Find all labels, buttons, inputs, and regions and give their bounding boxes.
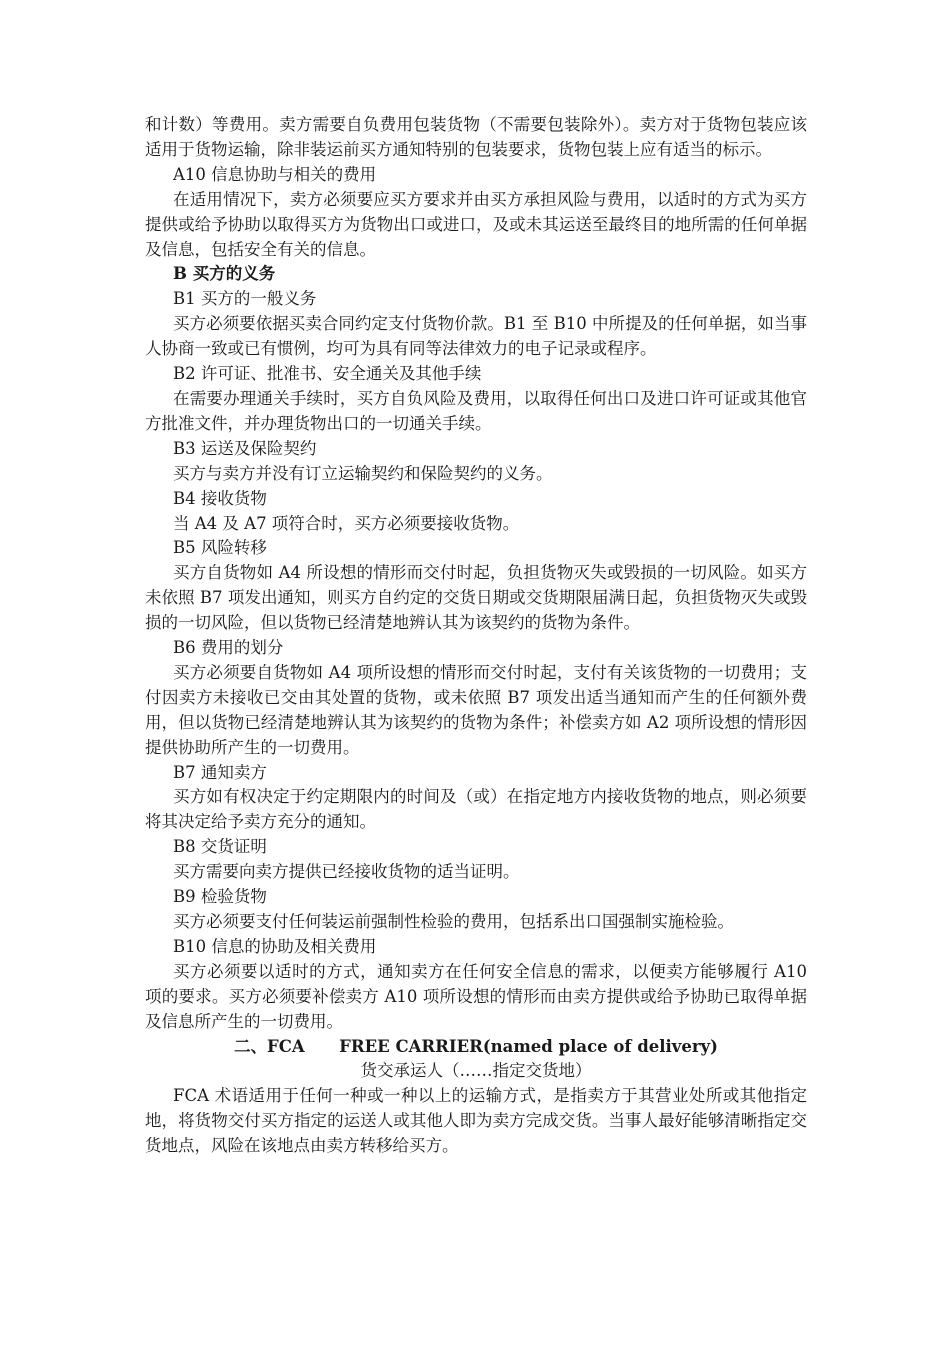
paragraph-packaging: 和计数）等费用。卖方需要自负费用包装货物（不需要包装除外）。卖方对于货物包装应该适用于货物运输，除非装运前买方通知特别的包装要求，货物包装上应有适当的标示。 <box>145 115 807 159</box>
paragraph-b9: 买方必须要支付任何装运前强制性检验的费用，包括系出口国强制实施检验。 <box>173 912 734 931</box>
heading-b9: B9 检验货物 <box>173 887 267 907</box>
section-title-fca: 二、FCA FREE CARRIER(named place of delivery) <box>234 1036 718 1056</box>
paragraph-b1: 买方必须要依据买卖合同约定支付货物价款。B1 至 B10 中所提及的任何单据，如当事人协商一致或已有惯例，均可为具有同等法律效力的电子记录或程序。 <box>145 314 807 359</box>
paragraph-b7: 买方如有权决定于约定期限内的时间及（或）在指定地方内接收货物的地点，则必须要将其决定给予卖方充分的通知。 <box>145 787 807 832</box>
paragraph-b5: 买方自货物如 A4 所设想的情形而交付时起，负担货物灭失或毁损的一切风险。如买方未依照 B7 项发出通知，则买方自约定的交货日期或交货期限届满日起，负担货物灭失或毁损的一切风险，但以货物已经清楚地辨认其为该契约的货物为条件。 <box>145 563 807 633</box>
heading-b2: B2 许可证、批准书、安全通关及其他手续 <box>173 364 482 384</box>
heading-buyer-obligations: B 买方的义务 <box>173 264 276 284</box>
paragraph-b3: 买方与卖方并没有订立运输契约和保险契约的义务。 <box>173 463 553 483</box>
heading-b6: B6 费用的划分 <box>173 638 284 658</box>
heading-b1: B1 买方的一般义务 <box>173 289 317 309</box>
heading-b8: B8 交货证明 <box>173 837 267 857</box>
paragraph-b8: 买方需要向卖方提供已经接收货物的适当证明。 <box>173 862 520 882</box>
paragraph-b6: 买方必须要自货物如 A4 项所设想的情形而交付时起，支付有关该货物的一切费用；支付因卖方未接收已交由其处置的货物，或未依照 B7 项发出适当通知而产生的任何额外费用，但以货物已经清楚地辨认其为该契约的货物为条件；补偿卖方如 A2 项所设想的情形因提供协助所产生的一切费用。 <box>145 662 807 757</box>
heading-b3: B3 运送及保险契约 <box>173 438 317 458</box>
heading-b4: B4 接收货物 <box>173 488 267 508</box>
paragraph-fca: FCA 术语适用于任何一种或一种以上的运输方式，是指卖方于其营业处所或其他指定地，将货物交付买方指定的运送人或其他人即为卖方完成交货。当事人最好能够清晰指定交货地点，风险在该地点由卖方转移给买方。 <box>145 1086 807 1156</box>
heading-b10: B10 信息的协助及相关费用 <box>173 936 377 956</box>
paragraph-a10: 在适用情况下，卖方必须要应买方要求并由买方承担风险与费用，以适时的方式为买方提供或给予协助以取得买方为货物出口或进口，及或未其运送至最终目的地所需的任何单据及信息，包括安全有关的信息。 <box>145 189 807 259</box>
paragraph-b2: 在需要办理通关手续时，买方自负风险及费用，以取得任何出口及进口许可证或其他官方批准文件，并办理货物出口的一切通关手续。 <box>145 388 807 433</box>
section-subtitle-fca: 货交承运人（……指定交货地） <box>360 1061 592 1081</box>
heading-a10: A10 信息协助与相关的费用 <box>173 164 377 184</box>
paragraph-b10: 买方必须要以适时的方式，通知卖方在任何安全信息的需求，以便卖方能够履行 A10 项的要求。买方必须要补偿卖方 A10 项所设想的情形而由卖方提供或给予协助已取得单据及信息所产生的一切费用。 <box>145 961 807 1031</box>
heading-b5: B5 风险转移 <box>173 538 267 558</box>
heading-b7: B7 通知卖方 <box>173 762 267 782</box>
document-page <box>145 113 807 1159</box>
paragraph-b4: 当 A4 及 A7 项符合时，买方必须要接收货物。 <box>173 513 520 533</box>
